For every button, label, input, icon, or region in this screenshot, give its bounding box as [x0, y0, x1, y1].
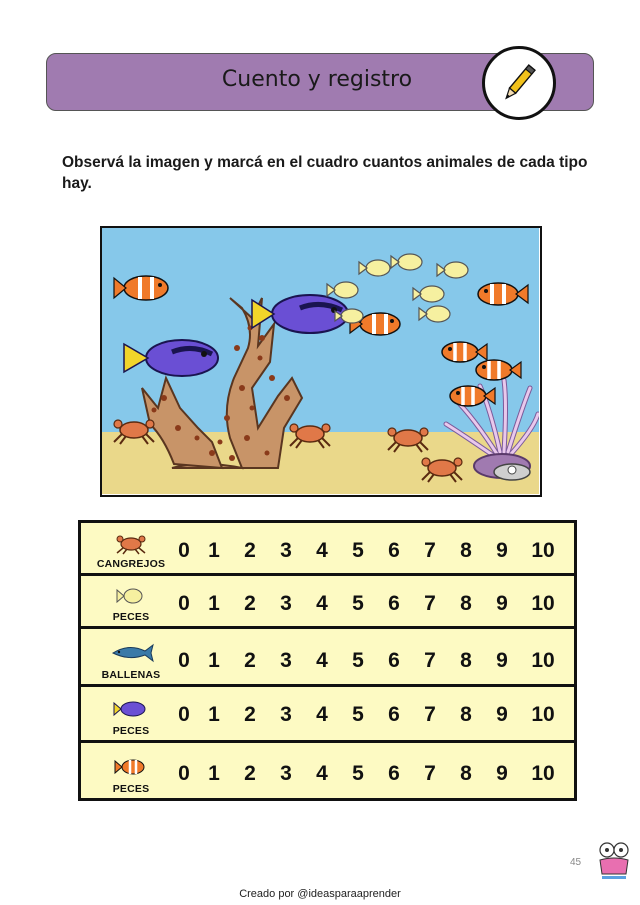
count-option[interactable]: 6 — [388, 762, 400, 785]
count-option[interactable]: 7 — [424, 703, 436, 726]
clownfish-icon — [103, 755, 159, 779]
count-option[interactable]: 0 — [178, 539, 190, 562]
count-option[interactable]: 0 — [178, 762, 190, 785]
instructions-text: Observá la imagen y marcá en el cuadro cuantos animales de cada tipo hay. — [62, 154, 588, 192]
tally-row-clownfish — [81, 743, 574, 798]
count-option[interactable]: 6 — [388, 539, 400, 562]
count-option[interactable]: 7 — [424, 649, 436, 672]
row-label: PECES — [112, 725, 150, 737]
count-option[interactable]: 6 — [388, 703, 400, 726]
count-option[interactable]: 10 — [531, 649, 555, 672]
yellow-fish-icon — [103, 584, 159, 608]
count-option[interactable]: 3 — [280, 649, 292, 672]
tally-row-crabs — [81, 523, 574, 573]
count-option[interactable]: 2 — [244, 649, 256, 672]
count-option[interactable]: 2 — [244, 703, 256, 726]
count-option[interactable]: 1 — [208, 649, 220, 672]
count-option[interactable]: 8 — [460, 703, 472, 726]
count-option[interactable]: 9 — [496, 703, 508, 726]
count-option[interactable]: 8 — [460, 762, 472, 785]
count-option[interactable]: 10 — [531, 539, 555, 562]
ocean-scene — [100, 226, 542, 497]
count-option[interactable]: 5 — [352, 539, 364, 562]
row-label: PECES — [112, 611, 150, 623]
count-option[interactable]: 1 — [208, 592, 220, 615]
clam — [494, 464, 530, 480]
row-label: CANGREJOS — [96, 558, 166, 570]
count-option[interactable]: 10 — [531, 762, 555, 785]
count-option[interactable]: 6 — [388, 592, 400, 615]
count-option[interactable]: 7 — [424, 592, 436, 615]
count-option[interactable]: 9 — [496, 539, 508, 562]
count-option[interactable]: 4 — [316, 649, 328, 672]
count-option[interactable]: 8 — [460, 592, 472, 615]
tally-row-yellow-fish — [81, 576, 574, 626]
count-option[interactable]: 4 — [316, 703, 328, 726]
count-option[interactable]: 4 — [316, 762, 328, 785]
count-option[interactable]: 10 — [531, 703, 555, 726]
blue-tang-icon — [103, 697, 159, 721]
count-option[interactable]: 5 — [352, 703, 364, 726]
count-option[interactable]: 5 — [352, 592, 364, 615]
count-option[interactable]: 4 — [316, 592, 328, 615]
tally-row-whales — [81, 629, 574, 684]
count-option[interactable]: 8 — [460, 539, 472, 562]
count-option[interactable]: 1 — [208, 539, 220, 562]
count-option[interactable]: 0 — [178, 703, 190, 726]
page-number: 45 — [570, 857, 582, 868]
count-option[interactable]: 0 — [178, 649, 190, 672]
count-option[interactable]: 9 — [496, 592, 508, 615]
page-title: Cuento y registro — [221, 67, 413, 92]
count-option[interactable]: 2 — [244, 762, 256, 785]
count-option[interactable]: 5 — [352, 762, 364, 785]
count-option[interactable]: 3 — [280, 762, 292, 785]
count-option[interactable]: 9 — [496, 649, 508, 672]
count-option[interactable]: 0 — [178, 592, 190, 615]
count-option[interactable]: 10 — [531, 592, 555, 615]
pencil-icon — [497, 61, 541, 105]
count-option[interactable]: 6 — [388, 649, 400, 672]
brand-logo — [596, 838, 632, 882]
whale-icon — [103, 641, 159, 665]
count-option[interactable]: 1 — [208, 762, 220, 785]
count-option[interactable]: 2 — [244, 539, 256, 562]
count-option[interactable]: 8 — [460, 649, 472, 672]
tally-grid — [78, 520, 577, 801]
count-option[interactable]: 9 — [496, 762, 508, 785]
footer-credit: Creado por @ideasparaaprender — [239, 888, 401, 900]
count-option[interactable]: 1 — [208, 703, 220, 726]
count-option[interactable]: 3 — [280, 539, 292, 562]
row-label: PECES — [112, 783, 150, 795]
pencil-badge — [482, 46, 556, 120]
count-option[interactable]: 3 — [280, 592, 292, 615]
count-option[interactable]: 7 — [424, 762, 436, 785]
count-option[interactable]: 3 — [280, 703, 292, 726]
count-option[interactable]: 4 — [316, 539, 328, 562]
row-label: BALLENAS — [101, 669, 161, 681]
tally-row-blue-tang — [81, 687, 574, 740]
count-option[interactable]: 7 — [424, 539, 436, 562]
count-option[interactable]: 5 — [352, 649, 364, 672]
count-option[interactable]: 2 — [244, 592, 256, 615]
crab-icon — [103, 531, 159, 555]
